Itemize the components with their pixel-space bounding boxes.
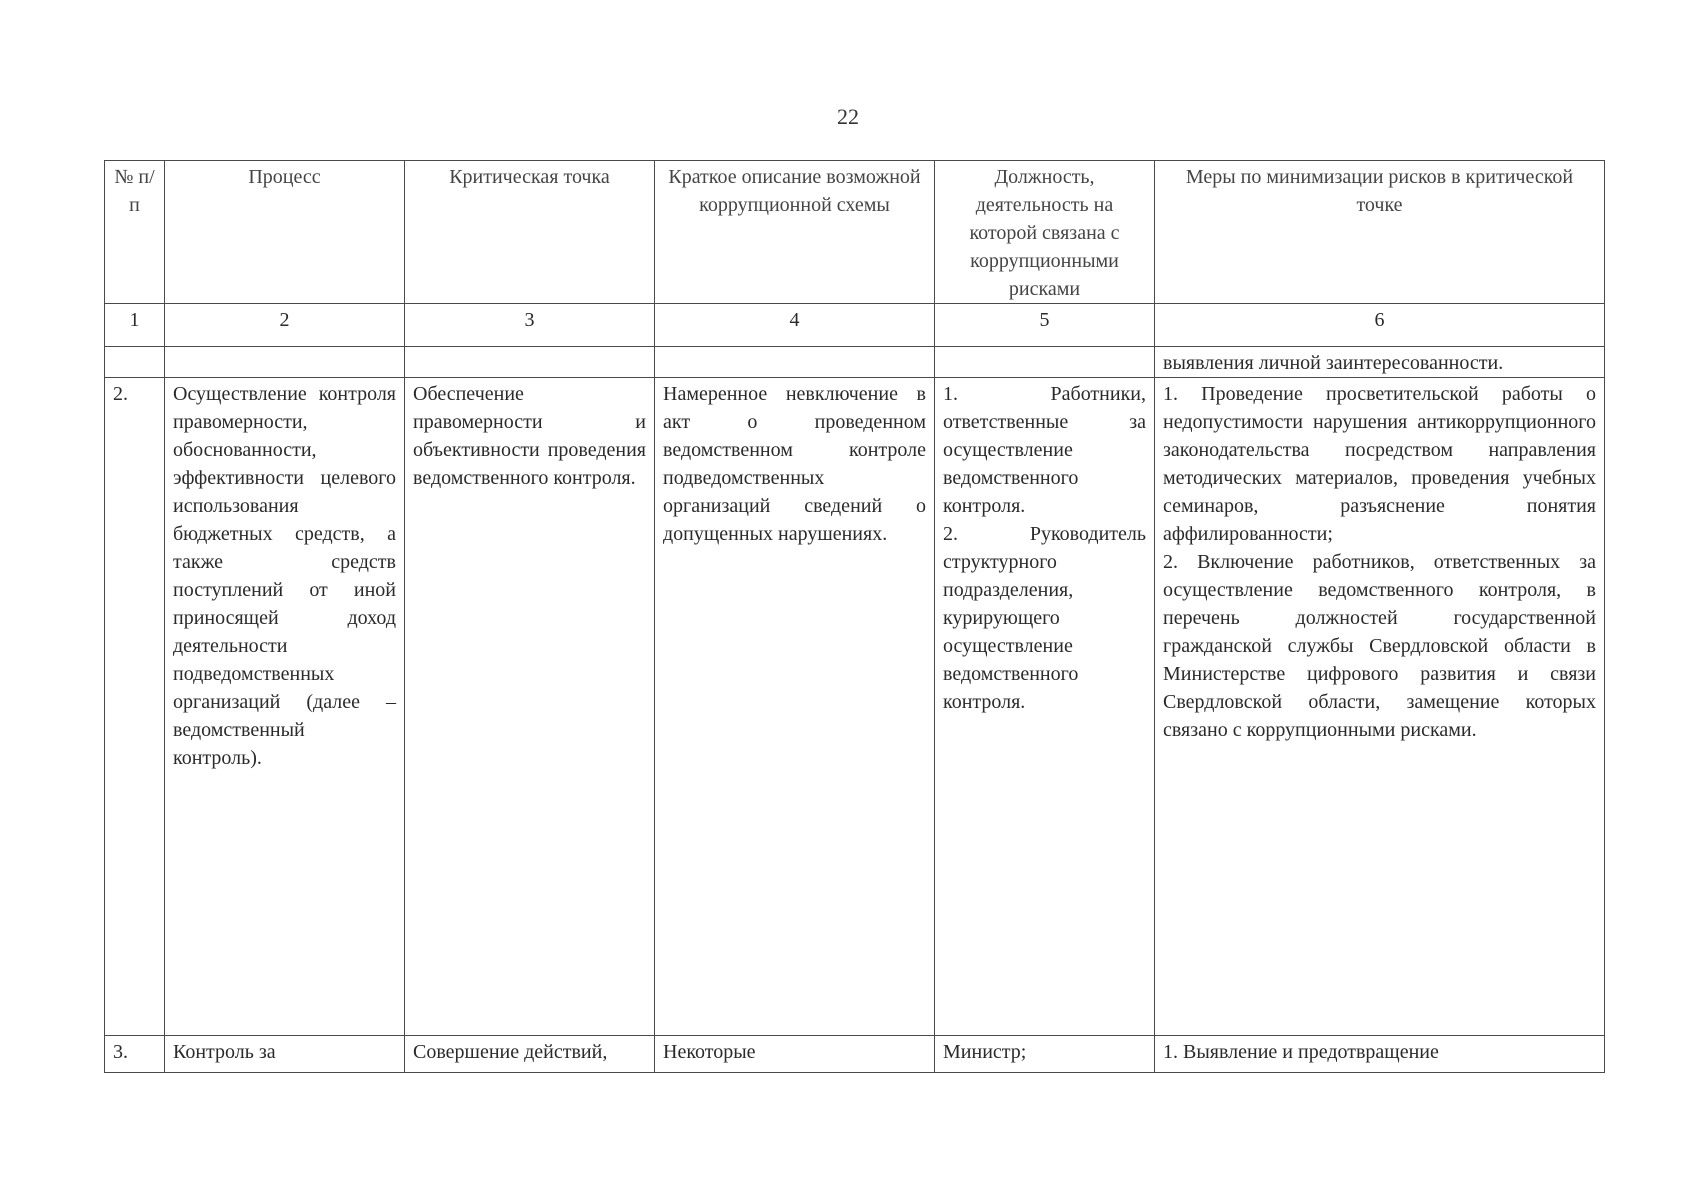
continuation-row xyxy=(105,347,1605,378)
row-number: 2. xyxy=(105,378,165,1036)
scheme-cell: Некоторые xyxy=(655,1036,935,1073)
critical-point-cell: Обеспечение правомерности и объективности проведения ведомственного контроля. xyxy=(405,378,655,1036)
continuation-text: выявления личной заинтересованности. xyxy=(1155,347,1605,378)
column-number: 3 xyxy=(405,304,655,347)
empty-cell xyxy=(105,347,165,378)
column-number: 1 xyxy=(105,304,165,347)
column-number: 6 xyxy=(1155,304,1605,347)
column-number: 4 xyxy=(655,304,935,347)
position-cell xyxy=(935,378,1155,1036)
position-cell: Министр; xyxy=(935,1036,1155,1073)
measures-item: 2. Включение работников, ответственных за осуществление ведомственного контроля, в перечень должностей государственной гражданской службы Свердловской области в Министерстве цифрового развития и связи Свердловской области, замещение которых связано с коррупционными рисками. xyxy=(1163,551,1596,741)
header-measures: Меры по минимизации рисков в критической точке xyxy=(1155,161,1605,304)
measures-item: 1. Проведение просветительской работы о недопустимости нарушения антикоррупционного законодательства посредством направления методических материалов, проведения учебных семинаров, разъяснение понятия аффилированности; xyxy=(1163,383,1596,545)
position-item: 1. Работники, ответственные за осуществление ведомственного контроля. xyxy=(943,383,1146,517)
header-position: Должность, деятельность на которой связана с коррупционными рисками xyxy=(935,161,1155,304)
process-cell: Контроль за xyxy=(165,1036,405,1073)
empty-cell xyxy=(165,347,405,378)
column-number: 2 xyxy=(165,304,405,347)
header-process: Процесс xyxy=(165,161,405,304)
header-scheme: Краткое описание возможной коррупционной схемы xyxy=(655,161,935,304)
column-number: 5 xyxy=(935,304,1155,347)
process-cell: Осуществление контроля правомерности, обоснованности, эффективности целевого использования бюджетных средств, а также средств поступлений от иной приносящей доход деятельности подведомственных организаций (далее – ведомственный контроль). xyxy=(165,378,405,1036)
measures-cell xyxy=(1155,378,1605,1036)
empty-cell xyxy=(935,347,1155,378)
position-item: 2. Руководитель структурного подразделения, курирующего осуществление ведомственного контроля. xyxy=(943,523,1146,713)
risk-table xyxy=(104,160,1605,1073)
table-header-row xyxy=(105,161,1605,304)
empty-cell xyxy=(655,347,935,378)
measures-cell: 1. Выявление и предотвращение xyxy=(1155,1036,1605,1073)
critical-point-cell: Совершение действий, xyxy=(405,1036,655,1073)
row-number: 3. xyxy=(105,1036,165,1073)
table-row xyxy=(105,378,1605,1036)
empty-cell xyxy=(405,347,655,378)
table-row xyxy=(105,1036,1605,1073)
header-critical-point: Критическая точка xyxy=(405,161,655,304)
header-number: № п/п xyxy=(105,161,165,304)
page-number: 22 xyxy=(837,104,859,129)
column-number-row xyxy=(105,304,1605,347)
scheme-cell: Намеренное невключение в акт о проведенном ведомственном контроле подведомственных организаций сведений о допущенных нарушениях. xyxy=(655,378,935,1036)
